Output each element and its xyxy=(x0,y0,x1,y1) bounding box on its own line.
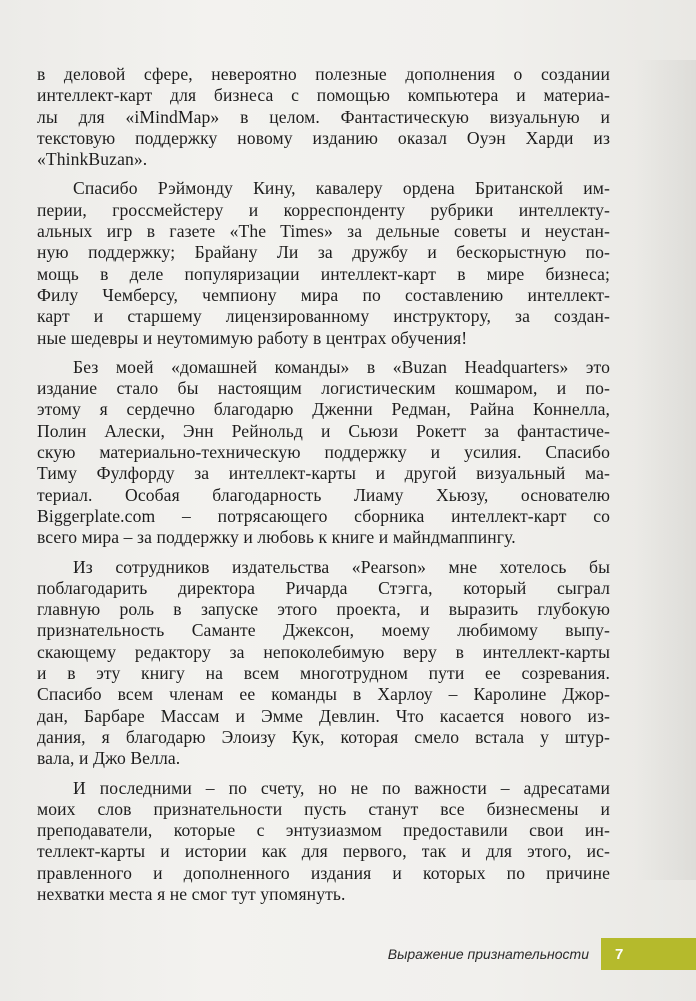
facing-page-shadow xyxy=(634,60,696,880)
text-line: Biggerplate.com – потрясающего сборника интеллект-карт со xyxy=(37,505,610,526)
text-line: признательность Саманте Джексон, моему любимому выпу- xyxy=(37,620,610,641)
page-number: 7 xyxy=(615,945,624,963)
paragraph xyxy=(37,178,610,348)
page-footer xyxy=(388,938,696,970)
text-line: текстовую поддержку новому изданию оказал Оуэн Харди из xyxy=(37,127,610,148)
paragraph xyxy=(37,557,610,770)
text-line: карт и старшему лицензированному инструктору, за создан- xyxy=(37,306,610,327)
text-line: дания, я благодарю Элоизу Кук, которая смело встала у штур- xyxy=(37,726,610,747)
page-number-badge xyxy=(601,938,696,970)
text-line: скающему редактору за непоколебимую веру в интеллект-карты xyxy=(37,641,610,662)
body-text xyxy=(37,64,610,913)
text-line: правленного и дополненного издания и которых по причине xyxy=(37,862,610,883)
text-line: альных игр в газете «The Times» за дельные советы и неустан- xyxy=(37,221,610,242)
text-line: теллект-карты и истории как для первого, так и для этого, ис- xyxy=(37,841,610,862)
text-line: териал. Особая благодарность Лиаму Хьюзу, основателю xyxy=(37,484,610,505)
paragraph xyxy=(37,778,610,906)
text-line: перии, гроссмейстеру и корреспонденту рубрики интеллекту- xyxy=(37,199,610,220)
text-line: вала, и Джо Велла. xyxy=(37,748,181,769)
text-line: Филу Чемберсу, чемпиону мира по составлению интеллект- xyxy=(37,284,610,305)
text-line: и в эту книгу на всем многотрудном пути ее созревания. xyxy=(37,663,610,684)
text-line: главную роль в запуске этого проекта, и выразить глубокую xyxy=(37,599,610,620)
text-line: нехватки места я не смог тут упомянуть. xyxy=(37,883,346,904)
text-line: Спасибо всем членам ее команды в Харлоу – Каролине Джор- xyxy=(37,684,610,705)
text-line: Спасибо Рэймонду Кину, кавалеру ордена Британской им- xyxy=(73,178,610,199)
text-line: Тиму Фулфорду за интеллект-карты и другой визуальный ма- xyxy=(37,463,610,484)
text-line: «ThinkBuzan». xyxy=(37,149,148,170)
text-line: дан, Барбаре Массам и Эмме Девлин. Что касается нового из- xyxy=(37,705,610,726)
text-line: интеллект-карт для бизнеса с помощью компьютера и материа- xyxy=(37,85,610,106)
text-line: ную поддержку; Брайану Ли за дружбу и бескорыстную по- xyxy=(37,242,610,263)
text-line: этому я сердечно благодарю Дженни Редман, Райна Коннелла, xyxy=(37,399,610,420)
text-line: поблагодарить директора Ричарда Стэгга, который сыграл xyxy=(37,577,610,598)
text-line: Без моей «домашней команды» в «Buzan Headquarters» это xyxy=(73,356,610,377)
text-line: Полин Алески, Энн Рейнольд и Сьюзи Рокетт за фантастиче- xyxy=(37,420,610,441)
paragraph xyxy=(37,357,610,549)
paragraph xyxy=(37,64,610,170)
text-line: преподаватели, которые с энтузиазмом предоставили свои ин- xyxy=(37,820,610,841)
text-line: моих слов признательности пусть станут все бизнесмены и xyxy=(37,798,610,819)
text-line: И последними – по счету, но не по важности – адресатами xyxy=(73,777,610,798)
text-line: скую материально-техническую поддержку и усилия. Спасибо xyxy=(37,442,610,463)
running-footer-title: Выражение признательности xyxy=(387,946,589,962)
text-line: в деловой сфере, невероятно полезные дополнения о создании xyxy=(37,64,610,84)
text-line: лы для «iMindMap» в целом. Фантастическую визуальную и xyxy=(37,106,610,127)
text-line: издание стало бы настоящим логистическим кошмаром, и по- xyxy=(37,378,610,399)
text-line: мощь в деле популяризации интеллект-карт в мире бизнеса; xyxy=(37,263,610,284)
text-line: Из сотрудников издательства «Pearson» мне хотелось бы xyxy=(73,556,610,577)
text-line: ные шедевры и неутомимую работу в центрах обучения! xyxy=(37,327,468,348)
text-line: всего мира – за поддержку и любовь к книге и майндмаппингу. xyxy=(37,527,516,548)
